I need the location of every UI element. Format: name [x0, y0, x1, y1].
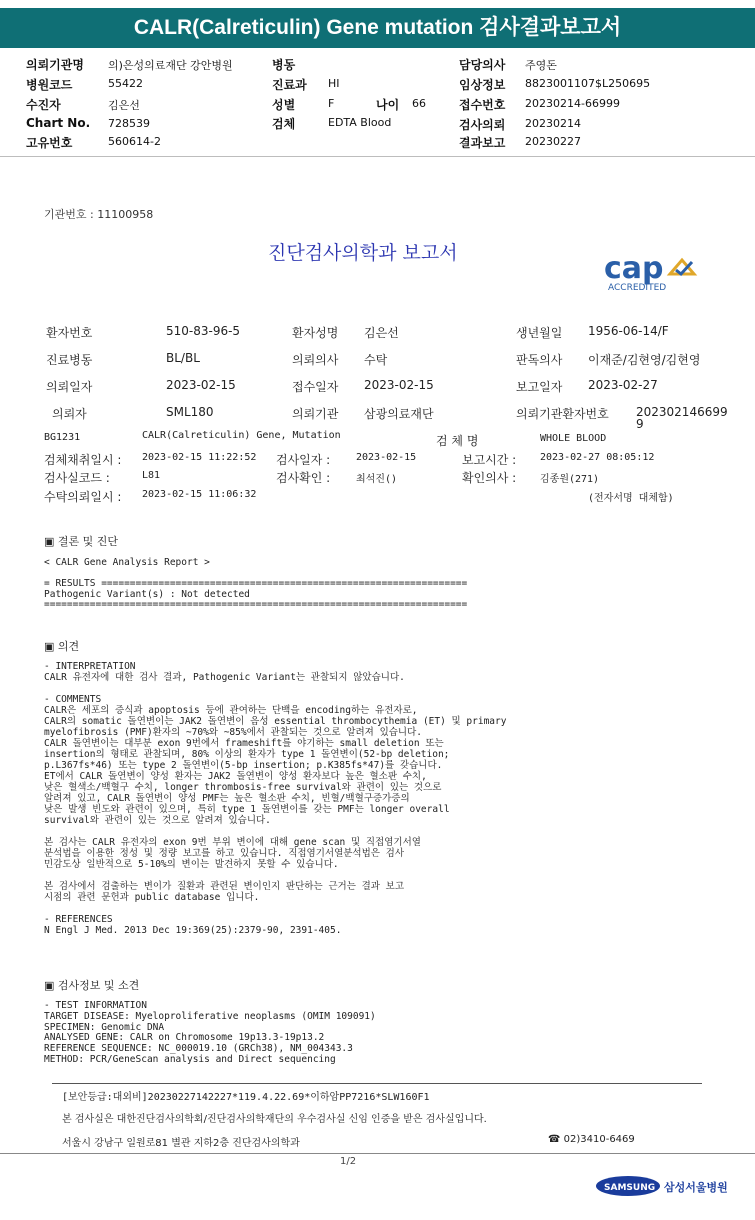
page-divider: [0, 1153, 755, 1154]
address-line: 서울시 강남구 일원로81 별관 지하2층 진단검사의학과: [62, 1138, 300, 1149]
report-line: 민감도상 일반적으로 5-10%의 변이는 발견하지 못할 수 있습니다.: [44, 859, 339, 870]
info-value: 삼광의료재단: [364, 407, 434, 421]
header-label: Chart No.: [26, 116, 91, 130]
header-label: 담당의사: [459, 58, 506, 72]
info-label: 생년월일: [516, 326, 563, 340]
header-value: EDTA Blood: [328, 116, 392, 129]
row-value: 최석진(): [356, 474, 398, 485]
header-value: 728539: [108, 117, 150, 130]
samsung-hospital-logo: [596, 1174, 728, 1202]
report-line: METHOD: PCR/GeneScan analysis and Direct sequencing: [44, 1054, 336, 1065]
header-value: 8823001107$L250695: [525, 77, 651, 90]
report-line: 알려져 있고, CALR 돌연변이 양성 PMF는 높은 혈소판 수치, 빈혈/백혈구증가증의: [44, 793, 410, 804]
report-line: 낮은 혈색소/백혈구 수치, longer thrombosis-free survival와 관련이 있는 것으로: [44, 782, 442, 793]
test-code: BG1231: [44, 432, 81, 443]
header-value: HI: [328, 77, 340, 90]
header-label: 임상정보: [459, 78, 506, 92]
report-line: CALR 유전자에 대한 검사 결과, Pathogenic Variant는 관찰되지 않았습니다.: [44, 672, 405, 683]
header-label: 병원코드: [26, 78, 73, 92]
report-line: - COMMENTS: [44, 694, 102, 705]
info-label: 진료병동: [46, 353, 93, 367]
header-label: 검사의뢰: [459, 118, 506, 132]
header-label: 의뢰기관명: [26, 58, 84, 72]
header-value: 의)은성의료재단 강안병원: [108, 59, 233, 72]
info-value: 9: [636, 417, 644, 431]
report-line: CALR은 세포의 증식과 apoptosis 등에 관여하는 단백을 encoding하는 유전자로,: [44, 705, 418, 716]
report-line: 본 검사에서 검출하는 변이가 질환과 관련된 변이인지 판단하는 근거는 결과 보고: [44, 881, 405, 892]
info-value: 수탁: [364, 353, 388, 367]
info-label: 의뢰기관환자번호: [516, 407, 609, 421]
header-value: 20230214-66999: [525, 97, 620, 110]
header-label: 접수번호: [459, 98, 506, 112]
report-line: SPECIMEN: Genomic DNA: [44, 1021, 165, 1033]
header-label: 성별: [272, 98, 296, 112]
header-label: 검체: [272, 117, 296, 131]
header-value: 주영돈: [525, 59, 557, 72]
info-value: 2023-02-27: [588, 378, 658, 392]
cert-line: 본 검사실은 대한진단검사의학회/진단검사의학재단의 우수검사실 신임 인증을 받은 검사실입니다.: [62, 1114, 487, 1125]
specimen-label: 검 체 명: [436, 434, 479, 448]
report-line: - REFERENCES: [44, 914, 113, 925]
header-label: 결과보고: [459, 136, 506, 150]
report-line: Pathogenic Variant(s) : Not detected: [44, 588, 250, 600]
samsung-logo-text: SAMSUNG: [604, 1183, 656, 1193]
info-value: 2023-02-15: [364, 378, 434, 392]
info-label: 판독의사: [516, 353, 563, 367]
info-label: 의뢰기관: [292, 407, 339, 421]
info-value: 202302146699: [636, 405, 728, 419]
header-value: 20230227: [525, 135, 581, 148]
cap-accredited-logo: [600, 248, 700, 296]
info-value: 이재준/김현영/김현영: [588, 353, 701, 367]
info-value: 510-83-96-5: [166, 324, 241, 338]
footer-divider: [52, 1083, 702, 1084]
test-name: CALR(Calreticulin) Gene, Mutation: [142, 430, 341, 441]
org-number: 기관번호 : 11100958: [44, 208, 154, 221]
info-label: 보고일자: [516, 380, 563, 394]
info-label: 환자번호: [46, 326, 93, 340]
report-line: 분석법을 이용한 정성 및 정량 보고를 하고 있습니다. 직접염기서열분석법은 검사: [44, 848, 405, 859]
row-value: 2023-02-15 11:06:32: [142, 489, 257, 500]
row-label: 확인의사 :: [462, 471, 517, 485]
info-label: 환자성명: [292, 326, 339, 340]
report-line: 낮은 발생 빈도와 관련이 있으며, 특히 type 1 돌연변이를 갖는 PMF는 longer overall: [44, 804, 450, 815]
info-value: SML180: [166, 405, 214, 419]
phone-line: ☎ 02)3410-6469: [548, 1134, 635, 1145]
row-label: 검사실코드 :: [44, 471, 110, 485]
report-line: myelofibrosis (PMF)환자의 ~70%와 ~85%에서 관찰되는 것으로 알려져 있습니다.: [44, 727, 423, 738]
security-line: [보안등급:대외비]20230227142227*119.4.22.69*이하암PP7216*SLW160F1: [62, 1092, 430, 1103]
report-line: CALR 돌연변이는 대부분 exon 9번에서 frameshift를 야기하는 small deletion 또는: [44, 738, 444, 749]
report-title: CALR(Calreticulin) Gene mutation 검사결과보고서: [133, 16, 622, 39]
header-value: 560614-2: [108, 135, 161, 148]
row-label: 검사확인 :: [276, 471, 331, 485]
row-value: 김종원(271): [540, 474, 600, 485]
report-title-bar: [0, 8, 755, 48]
header-value: 김은선: [108, 99, 140, 112]
info-label: 의뢰일자: [46, 380, 93, 394]
header-label: 진료과: [272, 78, 307, 92]
divider: [0, 156, 755, 157]
specimen-value: WHOLE BLOOD: [540, 433, 607, 444]
info-label: 의뢰의사: [292, 353, 339, 367]
info-value: 김은선: [364, 326, 399, 340]
report-line: ==========================================================================: [44, 599, 468, 610]
svg-text:cap: cap: [604, 251, 664, 286]
report-line: p.L367fs*46) 또는 type 2 돌연변이(5-bp insertion; p.K385fs*47)를 갖습니다.: [44, 760, 443, 771]
header-value: 66: [412, 97, 426, 110]
header-value: F: [328, 97, 335, 110]
report-line: ANALYSED GENE: CALR on Chromosome 19p13.3-19p13.2: [44, 1032, 325, 1044]
report-line: N Engl J Med. 2013 Dec 19:369(25):2379-90, 2391-405.: [44, 925, 342, 936]
info-value: 2023-02-15: [166, 378, 236, 392]
section-heading: ▣ 의견: [44, 640, 80, 653]
cap-accredited-text: ACCREDITED: [608, 283, 667, 293]
row-value: (전자서명 대체함): [588, 493, 674, 504]
report-line: insertion의 형태로 관찰되며, 80% 이상의 환자가 type 1 돌연변이(52-bp deletion;: [44, 749, 450, 760]
report-line: 시점의 관련 문헌과 public database 입니다.: [44, 892, 260, 903]
hospital-logo-text: 삼성서울병원: [664, 1181, 728, 1194]
report-line: < CALR Gene Analysis Report >: [44, 557, 210, 568]
header-label: 고유번호: [26, 136, 73, 150]
row-value: 2023-02-15 11:22:52: [142, 452, 257, 463]
report-line: CALR의 somatic 돌연변이는 JAK2 돌연변이 음성 essential thrombocythemia (ET) 및 primary: [44, 716, 507, 727]
header-value: 20230214: [525, 117, 581, 130]
report-line: REFERENCE SEQUENCE: NC_000019.10 (GRCh38), NM_004343.3: [44, 1043, 353, 1055]
page-number: 1/2: [340, 1156, 357, 1167]
report-line: TARGET DISEASE: Myeloproliferative neoplasms (OMIM 109091): [44, 1010, 376, 1022]
row-value: L81: [142, 470, 161, 481]
report-line: 본 검사는 CALR 유전자의 exon 9번 부위 변이에 대해 gene scan 및 직접염기서열: [44, 837, 421, 848]
info-value: 1956-06-14/F: [588, 324, 669, 338]
header-label: 병동: [272, 58, 296, 72]
section-heading: ▣ 결론 및 진단: [44, 535, 119, 548]
row-label: 보고시간 :: [462, 453, 517, 467]
info-label: 의뢰자: [52, 407, 87, 421]
row-label: 검체채취일시 :: [44, 453, 122, 467]
header-label: 나이: [376, 98, 400, 112]
report-line: - TEST INFORMATION: [44, 1000, 147, 1011]
header-label: 수진자: [26, 98, 61, 112]
info-value: BL/BL: [166, 351, 200, 365]
row-label: 검사일자 :: [276, 453, 331, 467]
row-label: 수탁의뢰일시 :: [44, 490, 122, 504]
info-label: 접수일자: [292, 380, 339, 394]
report-line: survival와 관련이 있는 것으로 알려져 있습니다.: [44, 815, 271, 826]
section-heading: ▣ 검사정보 및 소견: [44, 979, 140, 992]
header-value: 55422: [108, 77, 143, 90]
lab-report-title: 진단검사의학과 보고서: [268, 242, 458, 264]
report-line: - INTERPRETATION: [44, 661, 136, 672]
report-line: = RESULTS ================================================================: [44, 578, 468, 589]
row-value: 2023-02-15: [356, 452, 417, 463]
report-line: ET에서 CALR 돌연변이 양성 환자는 JAK2 돌연변이 양성 환자보다 높은 혈소판 수치,: [44, 771, 427, 782]
row-value: 2023-02-27 08:05:12: [540, 452, 655, 463]
